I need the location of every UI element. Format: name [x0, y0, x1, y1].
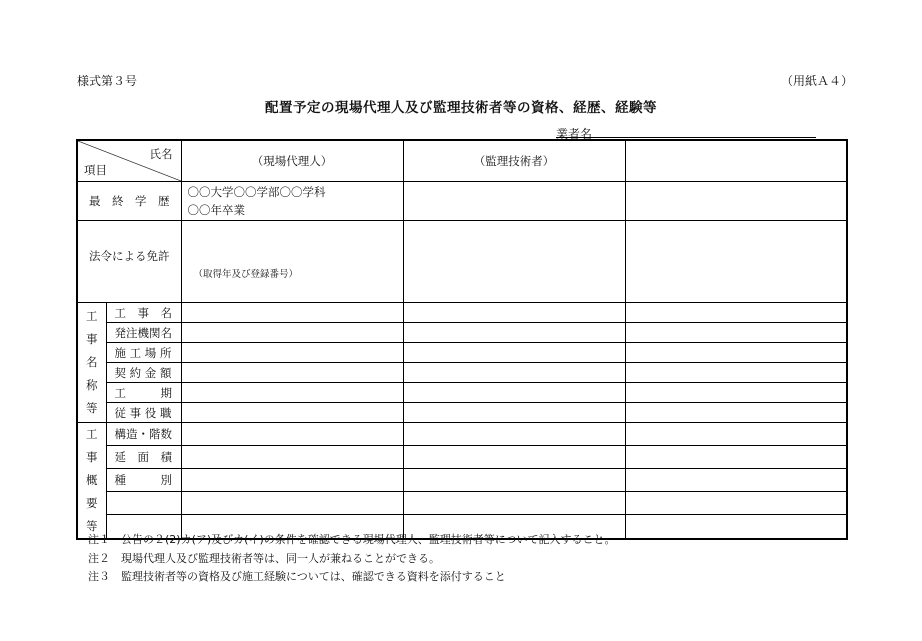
table-cell [625, 492, 847, 515]
document-title: 配置予定の現場代理人及び監理技術者等の資格、経歴、経験等 [265, 100, 657, 116]
construction-site-label: 施 工 場 所 [106, 343, 181, 363]
construction-name-label: 工 事 名 [106, 303, 181, 323]
construction-name-group-label [77, 303, 106, 423]
table-cell [403, 492, 625, 515]
table-cell [625, 469, 847, 492]
table-cell [403, 303, 625, 323]
license-note: （取得年及び登録番号） [193, 269, 299, 280]
extra-column-header [625, 140, 847, 182]
floor-area-label: 延 面 積 [106, 446, 181, 469]
table-cell [181, 323, 403, 343]
table-cell [181, 423, 403, 446]
table-cell [625, 363, 847, 383]
table-cell [181, 303, 403, 323]
note-3: 注３ 監理技術者等の資格及び施工経験については、確認できる資料を添付すること [88, 570, 506, 583]
construction-period-label: 工 期 [106, 383, 181, 403]
table-row [77, 446, 847, 469]
table-cell [403, 323, 625, 343]
group2-char: 要 [86, 496, 98, 510]
table-cell [625, 303, 847, 323]
group2-char: 等 [86, 519, 98, 533]
ordering-agency-label: 発注機関名 [106, 323, 181, 343]
table-row [77, 343, 847, 363]
diagonal-split [78, 141, 181, 181]
table-cell [181, 469, 403, 492]
contract-amount-label: 契 約 金 額 [106, 363, 181, 383]
education-example-line2: 〇〇年卒業 [187, 203, 245, 217]
group1-char: 名 [86, 355, 98, 369]
blank-label [106, 492, 181, 515]
table-cell [181, 343, 403, 363]
table-row [77, 403, 847, 423]
position-label: 従 事 役 職 [106, 403, 181, 423]
table-cell [181, 383, 403, 403]
table-cell [625, 383, 847, 403]
group1-char: 等 [86, 401, 98, 415]
education-label: 最 終 学 歴 [77, 182, 181, 221]
type-label: 種 別 [106, 469, 181, 492]
license-label: 法令による免許 [77, 221, 181, 303]
company-name-underline [556, 137, 816, 138]
paper-size-label: （用紙Ａ４） [781, 74, 854, 88]
group1-char: 称 [86, 378, 98, 392]
table-row [77, 469, 847, 492]
structure-floors-label: 構造・階数 [106, 423, 181, 446]
note-2: 注２ 現場代理人及び監理技術者等は、同一人が兼ねることができる。 [88, 551, 440, 565]
notes [88, 531, 616, 587]
company-name-field [556, 123, 816, 139]
group1-char: 事 [86, 332, 98, 346]
form-number: 様式第３号 [77, 74, 138, 88]
table-cell [625, 446, 847, 469]
table-cell [403, 403, 625, 423]
license-extra-cell [625, 221, 847, 303]
table-cell [403, 383, 625, 403]
table-cell [403, 423, 625, 446]
table-cell [625, 323, 847, 343]
group2-char: 事 [86, 450, 98, 464]
table-cell [181, 492, 403, 515]
table-cell [181, 403, 403, 423]
license-supervisor-cell [403, 221, 625, 303]
site-agent-column-header: （現場代理人） [181, 140, 403, 182]
table-cell [181, 363, 403, 383]
table-row [77, 383, 847, 403]
group2-char: 概 [86, 473, 98, 487]
table-cell [403, 446, 625, 469]
note-1: 注１ 公告の２(2)カ(ア)及びカ(イ)の条件を確認できる現場代理人、監理技術者等について記入すること。 [88, 533, 616, 546]
education-row [77, 182, 847, 221]
education-supervisor-cell [403, 182, 625, 221]
table-cell [403, 343, 625, 363]
table-cell [181, 446, 403, 469]
table-row [77, 323, 847, 343]
license-row [77, 221, 847, 303]
header-corner-cell [77, 140, 181, 182]
table-cell [403, 363, 625, 383]
table-row [77, 423, 847, 446]
table-row [77, 303, 847, 323]
education-example-line1: 〇〇大学〇〇学部〇〇学科 [187, 185, 326, 199]
education-extra-cell [625, 182, 847, 221]
table-row [77, 492, 847, 515]
table-cell [625, 515, 847, 539]
group1-char: 工 [86, 309, 98, 323]
company-name-label: 業者名 [556, 127, 593, 141]
qualification-table [76, 139, 848, 540]
corner-name-label: 氏名 [149, 147, 173, 161]
corner-item-label: 項目 [84, 163, 107, 177]
license-site-agent-cell [181, 221, 403, 303]
table-cell [625, 423, 847, 446]
table-cell [625, 403, 847, 423]
construction-outline-group-label [77, 423, 106, 540]
table-row [77, 363, 847, 383]
table-cell [625, 343, 847, 363]
table-cell [403, 469, 625, 492]
group2-char: 工 [86, 427, 98, 441]
table-header-row [77, 140, 847, 182]
education-site-agent-cell [181, 182, 403, 221]
supervisor-column-header: （監理技術者） [403, 140, 625, 182]
